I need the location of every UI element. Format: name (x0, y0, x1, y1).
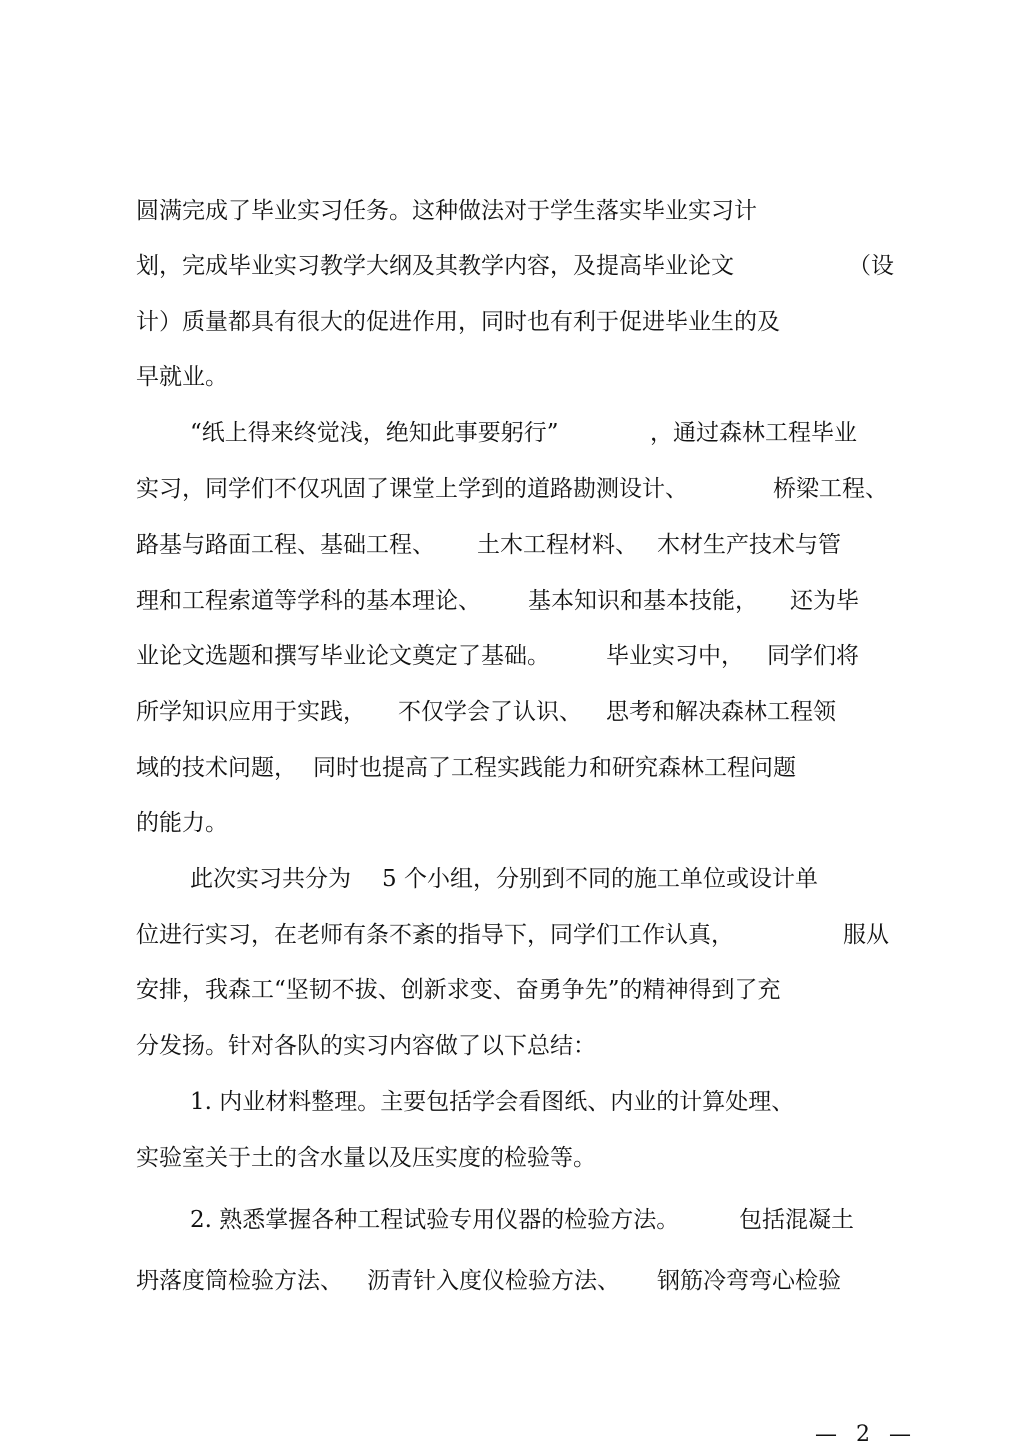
text-line (0, 970, 1024, 1010)
text-segment: 服从 (843, 922, 889, 948)
text-segment: 的能力。 (136, 810, 228, 836)
text-segment: （设 (848, 253, 894, 279)
text-segment: 木材生产技术与管 (657, 532, 841, 558)
text-line (0, 191, 1024, 231)
text-segment: 实习，同学们不仅巩固了课堂上学到的道路勘测设计、 (136, 476, 688, 502)
text-line (0, 413, 1024, 453)
text-segment: 分发扬。针对各队的实习内容做了以下总结： (136, 1033, 596, 1059)
text-line (0, 692, 1024, 732)
text-segment: 不仅学会了认识、 (398, 699, 582, 725)
text-line (0, 1261, 1024, 1301)
text-segment: 所学知识应用于实践， (136, 699, 366, 725)
text-segment: 业论文选题和撰写毕业论文奠定了基础。 (136, 643, 550, 669)
text-segment: 坍落度筒检验方法、 (136, 1268, 343, 1294)
text-segment: ，通过森林工程毕业 (650, 420, 857, 446)
text-line (0, 636, 1024, 676)
text-segment: 包括混凝土 (739, 1207, 854, 1233)
text-segment: 钢筋冷弯弯心检验 (657, 1268, 841, 1294)
text-segment: 实验室关于土的含水量以及压实度的检验等。 (136, 1145, 596, 1171)
text-line (0, 1200, 1024, 1240)
text-line (0, 859, 1024, 899)
text-line (0, 1026, 1024, 1066)
text-segment: “纸上得来终觉浅，绝知此事要躬行” (190, 420, 559, 446)
text-segment: 圆满完成了毕业实习任务。这种做法对于学生落实毕业实习计 (136, 198, 757, 224)
text-line (0, 246, 1024, 286)
text-segment: 桥梁工程、 (773, 476, 888, 502)
text-line (0, 469, 1024, 509)
text-segment: 思考和解决森林工程领 (606, 699, 836, 725)
text-line (0, 357, 1024, 397)
text-segment: 计）质量都具有很大的促进作用，同时也有利于促进毕业生的及 (136, 309, 780, 335)
text-line (0, 748, 1024, 788)
text-segment: 位进行实习，在老师有条不紊的指导下，同学们工作认真， (136, 922, 734, 948)
text-segment: 还为毕 (790, 588, 859, 614)
text-segment: 基本知识和基本技能， (528, 588, 758, 614)
text-segment: 域的技术问题， (136, 755, 297, 781)
page-number: — 2 — (815, 1422, 917, 1447)
text-line (0, 1138, 1024, 1178)
text-segment: 同学们将 (767, 643, 859, 669)
text-segment: 同时也提高了工程实践能力和研究森林工程问题 (313, 755, 796, 781)
text-segment: 5 个小组，分别到不同的施工单位或设计单 (382, 866, 818, 892)
text-segment: 毕业实习中， (606, 643, 744, 669)
text-segment: 理和工程索道等学科的基本理论、 (136, 588, 481, 614)
text-segment: 安排，我森工“坚韧不拔、创新求变、奋勇争先”的精神得到了充 (136, 977, 781, 1003)
text-segment: 路基与路面工程、基础工程、 (136, 532, 435, 558)
text-line (0, 302, 1024, 342)
text-segment: 土木工程材料、 (477, 532, 638, 558)
text-line (0, 803, 1024, 843)
text-segment: 划，完成毕业实习教学大纲及其教学内容，及提高毕业论文 (136, 253, 734, 279)
text-segment: 早就业。 (136, 364, 228, 390)
text-line (0, 525, 1024, 565)
text-line (0, 1082, 1024, 1122)
text-segment: 1. 内业材料整理。主要包括学会看图纸、内业的计算处理、 (190, 1089, 795, 1115)
text-line (0, 581, 1024, 621)
text-line (0, 915, 1024, 955)
text-segment: 沥青针入度仪检验方法、 (367, 1268, 620, 1294)
text-segment: 此次实习共分为 (190, 866, 351, 892)
text-segment: 2. 熟悉掌握各种工程试验专用仪器的检验方法。 (190, 1207, 680, 1233)
